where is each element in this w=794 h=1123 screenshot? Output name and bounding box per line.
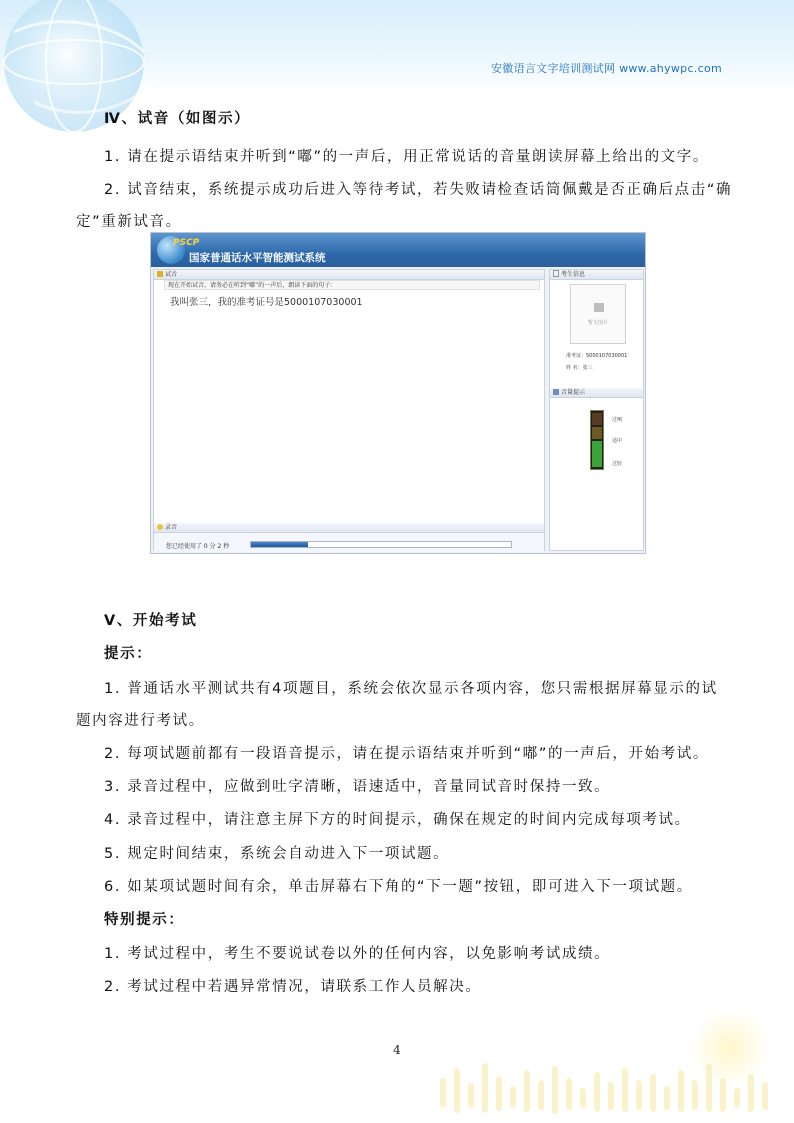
record-time: 您已经使用了 0 分 2 秒 <box>166 543 230 550</box>
image-placeholder-icon <box>594 303 604 312</box>
clock-icon <box>157 524 163 530</box>
volume-low-label: 过轻 <box>612 461 623 467</box>
volume-chart-icon <box>553 389 559 395</box>
panel-label: 试音 <box>165 271 178 278</box>
meter-segment-mid <box>592 427 602 439</box>
paragraph: 3. 录音过程中，应做到吐字清晰，语速适中，音量同试音时保持一致。 <box>104 779 611 795</box>
side-title: 考生信息 <box>561 271 586 278</box>
panel-header <box>154 270 544 280</box>
volume-high-label: 过响 <box>612 417 623 423</box>
globe-watermark-icon <box>0 0 184 152</box>
reading-text: 我叫张三，我的准考证号是5000107030001 <box>170 297 363 308</box>
system-title-bar <box>151 233 645 267</box>
special-tips-heading: 特别提示： <box>104 912 185 928</box>
footer-decoration-icon <box>420 1008 794 1123</box>
volume-mid-label: 适中 <box>612 438 623 444</box>
side-panel <box>549 269 644 551</box>
paragraph: 2. 考试过程中若遇异常情况，请联系工作人员解决。 <box>104 979 482 995</box>
meter-segment-high <box>592 413 602 425</box>
meter-segment-low <box>592 441 602 467</box>
document-icon <box>553 270 559 277</box>
record-progress-bar <box>250 541 512 548</box>
photo-text: 暂无图片 <box>587 320 608 326</box>
volume-meter <box>590 410 604 470</box>
volume-title: 音量提示 <box>561 389 586 396</box>
name-line: 姓 名：张三 <box>566 365 593 371</box>
prompt-text: 现在开始试音，请务必在听到“嘟”的一声后，朗读下面的句子： <box>164 280 540 290</box>
record-header <box>154 523 544 533</box>
main-panel <box>153 269 545 551</box>
warning-icon <box>157 271 163 277</box>
record-section <box>154 523 544 552</box>
paragraph: 2. 试音结束，系统提示成功后进入等待考试，若失败请检查话筒佩戴是否正确后点击“确 <box>104 182 733 198</box>
paragraph: 5. 规定时间结束，系统会自动进入下一项试题。 <box>104 846 450 862</box>
record-progress-fill <box>251 542 308 547</box>
paragraph: 1. 请在提示语结束并听到“嘟”的一声后，用正常说话的音量朗读屏幕上给出的文字。 <box>104 149 709 165</box>
paragraph: 1. 普通话水平测试共有4项题目，系统会依次显示各项内容，您只需根据屏幕显示的试 <box>104 681 718 697</box>
paragraph: 1. 考试过程中，考生不要说试卷以外的任何内容，以免影响考试成绩。 <box>104 946 611 962</box>
system-title: 国家普通话水平智能测试系统 <box>189 252 326 264</box>
tips-heading: 提示： <box>104 646 153 662</box>
section-heading-start-exam: Ⅴ、开始考试 <box>104 613 198 629</box>
paragraph: 2. 每项试题前都有一段语音提示，请在提示语结束并听到“嘟”的一声后，开始考试。 <box>104 746 709 762</box>
paragraph: 定”重新试音。 <box>76 214 182 230</box>
record-label: 录音 <box>165 524 178 531</box>
paragraph: 题内容进行考试。 <box>76 713 205 729</box>
photo-placeholder <box>570 284 626 344</box>
exam-id-line: 准考证：5000107030001 <box>566 353 628 359</box>
test-system-screenshot <box>150 232 646 554</box>
page-number: 4 <box>393 1043 401 1057</box>
volume-header <box>550 388 643 398</box>
paragraph: 6. 如某项试题时间有余，单击屏幕右下角的“下一题”按钮，即可进入下一项试题。 <box>104 879 693 895</box>
logo-text: PSCP <box>173 238 200 248</box>
candidate-info-header <box>550 270 643 280</box>
site-header-text: 安徽语言文字培训测试网 www.ahywpc.com <box>490 62 722 75</box>
section-heading-sound-test: Ⅳ、试音（如图示） <box>104 111 251 127</box>
paragraph: 4. 录音过程中，请注意主屏下方的时间提示，确保在规定的时间内完成每项考试。 <box>104 812 691 828</box>
